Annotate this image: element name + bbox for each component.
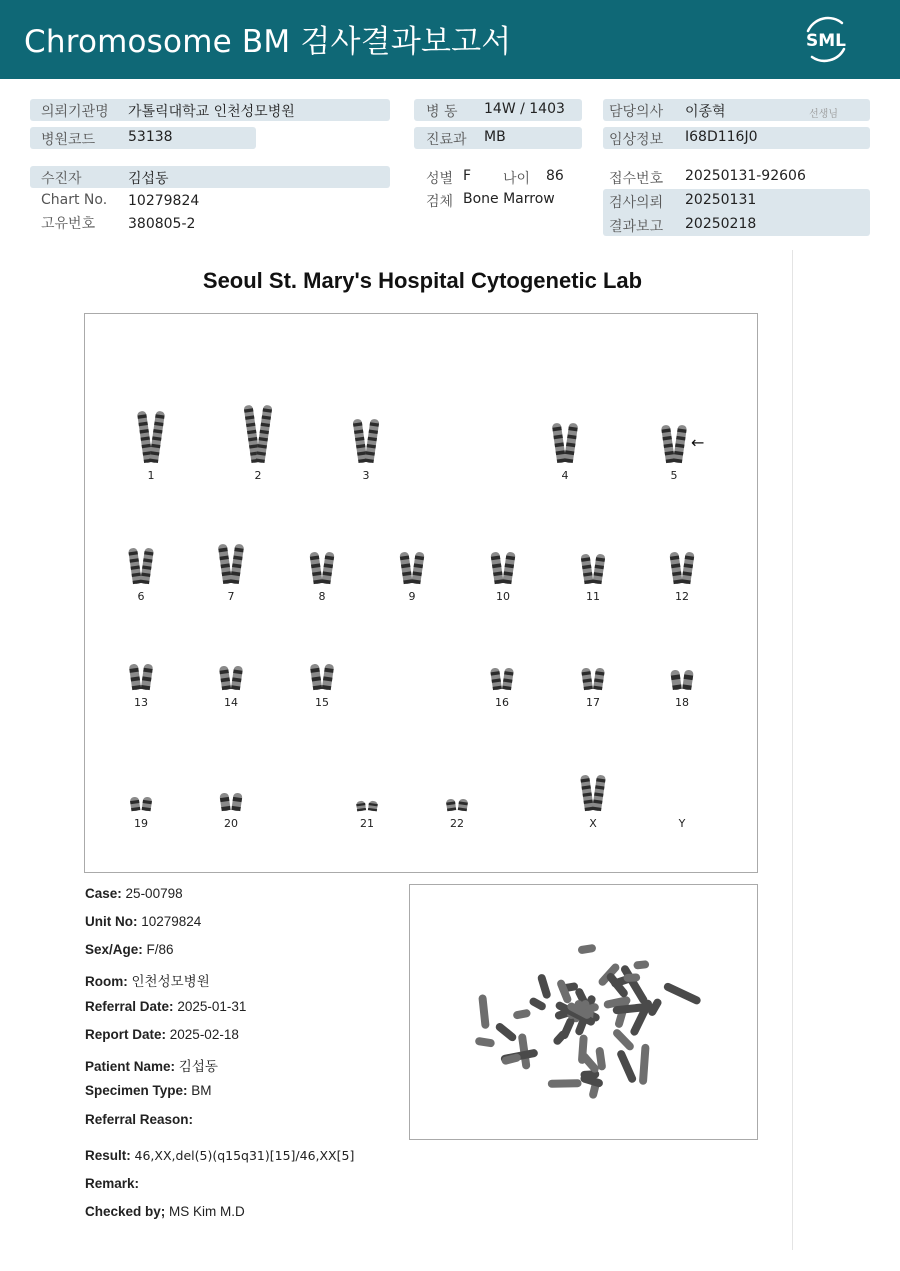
chromosome-label: 4	[561, 469, 569, 482]
report-date-value: 20250218	[685, 216, 757, 232]
lab-title: Seoul St. Mary's Hospital Cytogenetic Lab	[202, 268, 643, 293]
chromosome-label: 22	[450, 817, 464, 830]
chromosome-6	[128, 548, 154, 585]
chromosome-label: 3	[362, 469, 370, 482]
ward-value: 14W / 1403	[484, 101, 565, 117]
age-label: 나이	[503, 171, 531, 187]
checked-line	[85, 1204, 245, 1219]
chromosome-label: 21	[360, 817, 374, 830]
chromosome-label: 18	[675, 696, 689, 709]
chromosome-label: Y	[678, 817, 686, 830]
chromosome-label: 12	[675, 590, 689, 603]
request-date-value: 20250131	[685, 192, 757, 208]
chromosome-4	[552, 423, 578, 464]
chromosome-label: 1	[147, 469, 155, 482]
room-value: 인천성모병원	[131, 974, 210, 989]
specimen-type-label: Specimen Type:	[85, 1083, 188, 1098]
unit-line	[85, 914, 201, 929]
metaphase-chromosome	[556, 978, 573, 1004]
clinical-info-value: I68D116J0	[685, 129, 758, 145]
unique-no-value: 380805-2	[128, 216, 196, 232]
chromosome-label: 14	[224, 696, 238, 709]
sexage-line	[85, 942, 174, 957]
chart-no-value: 10279824	[128, 193, 200, 209]
report-header	[0, 0, 900, 79]
chromosome-17	[581, 667, 605, 690]
hospital-code-label: 병원코드	[41, 132, 96, 148]
result-line	[85, 1148, 354, 1163]
patient-name-value: 김섭동	[178, 1059, 218, 1074]
chromosome-16	[490, 667, 514, 690]
metaphase-chromosome	[537, 973, 552, 1000]
chromosome-12	[669, 552, 694, 585]
unit-label: Unit No:	[85, 914, 138, 929]
chromosome-label: 11	[586, 590, 600, 603]
metaphase-chromosome	[559, 1016, 576, 1040]
chromosome-label: 19	[134, 817, 148, 830]
case-value: 25-00798	[125, 886, 183, 901]
chromosome-label: 5	[670, 469, 678, 482]
chromosome-1	[137, 411, 165, 464]
arrow-icon: ←	[691, 433, 705, 452]
chromosome-label: 2	[254, 469, 262, 482]
patient-label: 수진자	[41, 171, 82, 187]
metaphase-chromosome	[494, 1021, 518, 1042]
divider	[792, 250, 793, 1250]
chromosome-8	[309, 552, 334, 585]
unit-value: 10279824	[141, 914, 202, 929]
karyotype-image	[85, 314, 757, 872]
receipt-no-label: 접수번호	[609, 171, 664, 187]
result-label: Result:	[85, 1148, 131, 1163]
chart-no-label: Chart No.	[41, 192, 108, 208]
department-label: 진료과	[426, 132, 467, 148]
report-date-label2: Report Date:	[85, 1027, 167, 1042]
metaphase-chromosome	[623, 973, 640, 982]
referral-date-label: Referral Date:	[85, 999, 174, 1014]
institution-label: 의뢰기관명	[41, 104, 109, 120]
report-date-value2: 2025-02-18	[169, 1027, 239, 1042]
sexage-value: F/86	[146, 942, 174, 957]
chromosome-13	[129, 664, 154, 691]
case-line	[85, 886, 183, 901]
chromosome-18	[670, 669, 694, 690]
chromosome-20	[219, 792, 242, 811]
department-value: MB	[484, 129, 506, 145]
metaphase-chromosome	[548, 1079, 582, 1088]
checked-label: Checked by;	[85, 1204, 166, 1219]
chromosome-2	[244, 405, 273, 464]
room-label: Room:	[85, 974, 128, 989]
chromosome-label: 16	[495, 696, 509, 709]
sex-label: 성별	[426, 171, 454, 187]
specimen-label: 검체	[426, 194, 454, 210]
patient-name-line	[85, 1055, 218, 1075]
chromosome-X	[580, 775, 606, 812]
chromosome-label: 7	[227, 590, 235, 603]
chromosome-14	[219, 665, 243, 690]
metaphase-chromosome	[513, 1009, 532, 1020]
remark-label: Remark:	[85, 1176, 140, 1191]
receipt-no-value: 20250131-92606	[685, 168, 806, 184]
metaphase-chromosome	[633, 960, 649, 970]
metaphase-chromosome	[639, 1044, 650, 1085]
chromosome-label: 9	[408, 590, 416, 603]
unique-no-label: 고유번호	[41, 216, 96, 232]
report-date-line	[85, 1027, 239, 1042]
metaphase-chromosome	[616, 1049, 638, 1084]
chromosome-label: 8	[318, 590, 326, 603]
chromosome-9	[399, 552, 424, 585]
doctor-value: 이종혁	[685, 104, 726, 120]
referral-reason-label: Referral Reason:	[85, 1112, 194, 1127]
ward-label: 병 동	[426, 104, 458, 120]
patient-value: 김섭동	[128, 171, 169, 187]
referral-reason-line	[85, 1112, 193, 1127]
metaphase-chromosome	[528, 996, 547, 1012]
room-line	[85, 970, 210, 990]
metaphase-chromosome	[663, 982, 702, 1006]
institution-value: 가톨릭대학교 인천성모병원	[128, 104, 295, 120]
hospital-code-value: 53138	[128, 129, 173, 145]
doctor-label: 담당의사	[609, 104, 664, 120]
chromosome-label: 17	[586, 696, 600, 709]
remark-line	[85, 1176, 139, 1191]
patient-name-label: Patient Name:	[85, 1059, 176, 1074]
field-bar	[30, 166, 390, 188]
specimen-type-line	[85, 1083, 212, 1098]
specimen-type-value: BM	[191, 1083, 212, 1098]
metaphase-spread	[410, 885, 757, 1139]
metaphase-chromosome	[577, 944, 596, 955]
metaphase-image	[409, 884, 758, 1140]
metaphase-chromosome	[475, 1037, 496, 1048]
chromosome-label: X	[589, 817, 597, 830]
chromosome-label: 20	[224, 817, 238, 830]
chromosome-label: 10	[496, 590, 510, 603]
sml-logo	[800, 13, 852, 65]
doctor-suffix: 선생님	[809, 109, 838, 120]
report-title: Chromosome BM 검사결과보고서	[24, 24, 512, 60]
chromosome-15	[310, 664, 335, 691]
referral-date-value: 2025-01-31	[177, 999, 247, 1014]
chromosome-7	[218, 544, 244, 585]
chromosome-19	[130, 796, 153, 811]
chromosome-10	[490, 552, 515, 585]
chromosome-label: 15	[315, 696, 329, 709]
specimen-value: Bone Marrow	[463, 191, 555, 207]
result-value: 46,XX,del(5)(q15q31)[15]/46,XX[5]	[134, 1148, 355, 1163]
chromosome-22	[446, 798, 469, 811]
chromosome-label: 13	[134, 696, 148, 709]
chromosome-3	[352, 419, 379, 464]
chromosome-11	[580, 554, 605, 585]
logo-text: SML	[806, 31, 846, 51]
checked-value: MS Kim M.D	[169, 1204, 245, 1219]
sex-value: F	[463, 168, 472, 184]
clinical-info-label: 임상정보	[609, 132, 664, 148]
metaphase-chromosome	[478, 994, 490, 1029]
chromosome-label: 6	[137, 590, 145, 603]
chromosome-21	[356, 800, 378, 811]
karyotype-panel	[84, 313, 758, 873]
age-value: 86	[546, 168, 564, 184]
referral-date-line	[85, 999, 246, 1014]
request-date-label: 검사의뢰	[609, 195, 664, 211]
report-date-label: 결과보고	[609, 219, 664, 235]
chromosome-5	[661, 425, 687, 464]
sexage-label: Sex/Age:	[85, 942, 143, 957]
case-label: Case:	[85, 886, 122, 901]
